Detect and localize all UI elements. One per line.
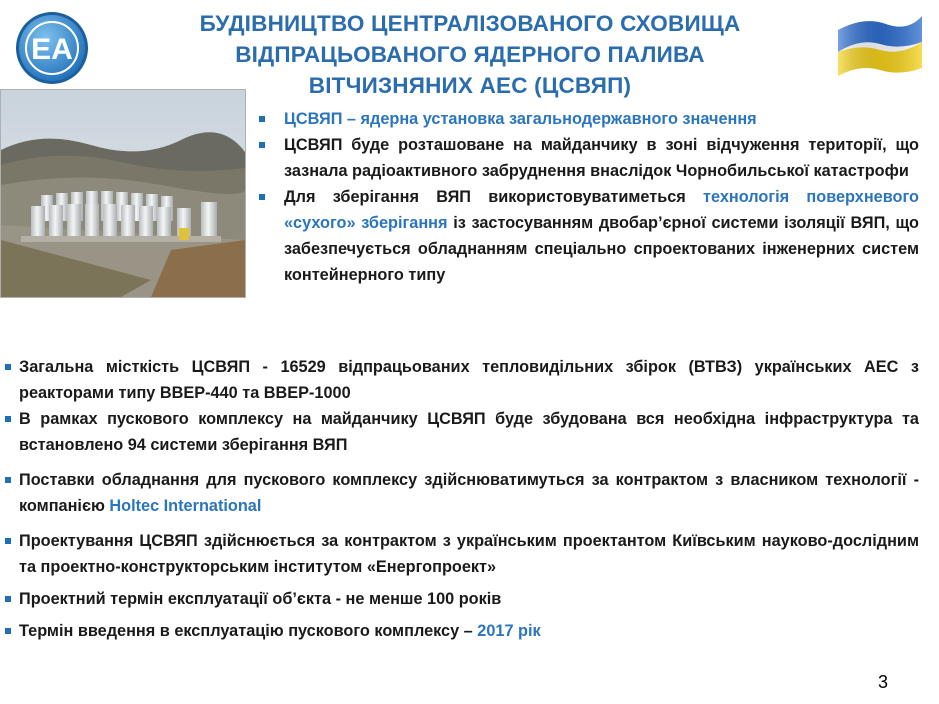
top-bullet-3-highlight: технологія поверхневого «сухого» зберігання xyxy=(284,188,919,232)
bottom-bullet-4: Проектування ЦСВЯП здійснюється за контрактом з українським проектантом Київським науково-дослідним та проектно-конструкторським інститутом «Енергопроект» xyxy=(0,528,919,580)
bottom-bullet-2: В рамках пускового комплексу на майданчику ЦСВЯП буде збудована вся необхідна інфраструктура та встановлено 94 системи зберігання ВЯП xyxy=(0,406,919,458)
bottom-bullet-list xyxy=(0,354,919,644)
top-bullet-1: ЦСВЯП – ядерна установка загальнодержавного значення xyxy=(256,106,919,132)
top-bullet-list xyxy=(256,106,919,288)
top-bullet-2: ЦСВЯП буде розташоване на майданчику в зоні відчуження території, що зазнала радіоактивного забруднення внаслідок Чорнобильської катастрофи xyxy=(256,132,919,184)
top-bullet-3 xyxy=(256,184,919,288)
title-line-3: ВІТЧИЗНЯНИХ АЕС (ЦСВЯП) xyxy=(308,73,632,98)
bottom-bullet-6 xyxy=(0,618,919,644)
company-logo xyxy=(14,10,90,86)
bottom-bullet-5: Проектний термін експлуатації об’єкта - не менше 100 років xyxy=(0,586,919,612)
year-highlight: 2017 рік xyxy=(477,622,541,640)
storage-site-photo xyxy=(0,89,246,298)
bottom-bullet-6-text: Термін введення в експлуатацію пускового комплексу – xyxy=(19,622,478,640)
title-line-2: ВІДПРАЦЬОВАНОГО ЯДЕРНОГО ПАЛИВА xyxy=(235,42,705,67)
title-line-1: БУДІВНИЦТВО ЦЕНТРАЛІЗОВАНОГО СХОВИЩА xyxy=(199,11,741,36)
holtec-highlight: Holtec International xyxy=(109,497,262,515)
top-bullet-3-text-end: із застосуванням двобар’єрної системи ізоляції ВЯП, що забезпечується обладнанням спеціально спроектованих інженерних систем контейнерного типу xyxy=(284,214,919,284)
slide-title xyxy=(130,8,810,101)
bottom-bullet-1: Загальна місткість ЦСВЯП - 16529 відпрацьованих тепловидільних збірок (ВТВЗ) українських АЕС з реакторами типу ВВЕР-440 та ВВЕР-1000 xyxy=(0,354,919,406)
page-number: 3 xyxy=(878,672,889,692)
ukraine-flag-icon xyxy=(834,10,924,80)
bottom-bullet-3 xyxy=(0,467,919,519)
bottom-bullet-3-text: Поставки обладнання для пускового комплексу здійснюватимуться за контрактом з власником технології - компанією xyxy=(19,471,919,515)
top-bullet-3-text: Для зберігання ВЯП використовуватиметься xyxy=(284,188,704,206)
logo-text: ЕА xyxy=(31,33,73,66)
